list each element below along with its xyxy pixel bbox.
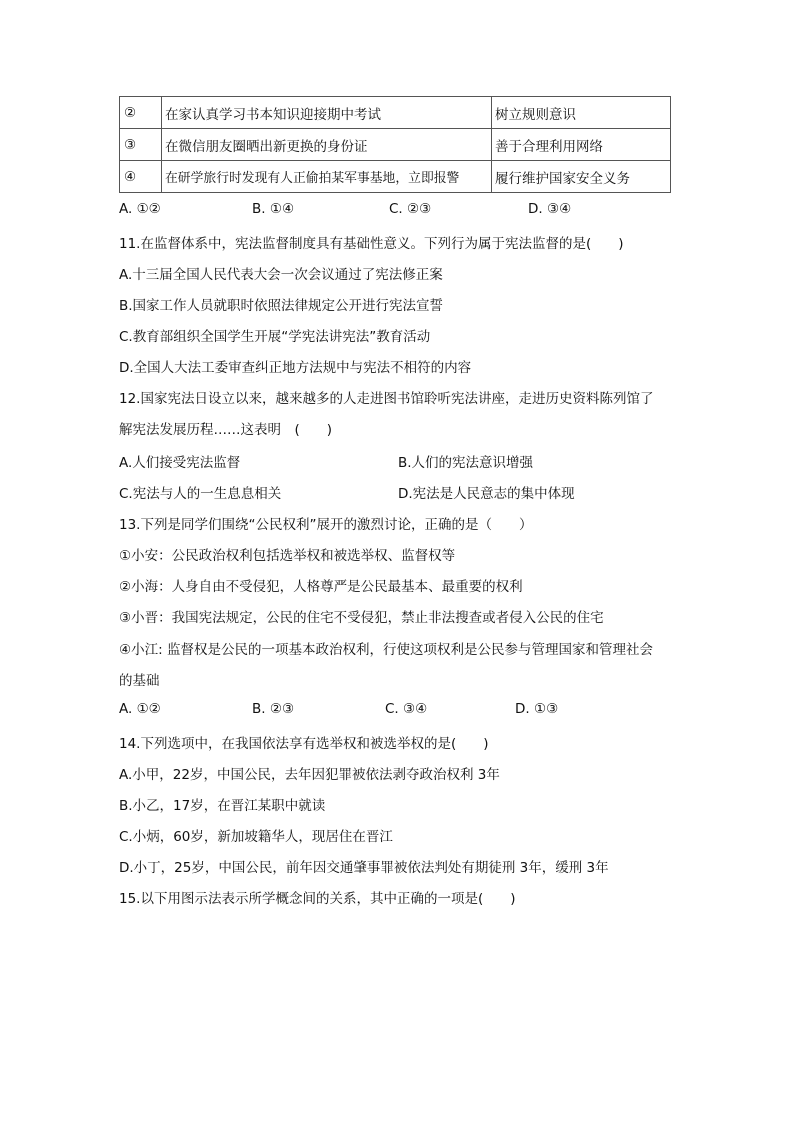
row-result: 履行维护国家安全义务 <box>492 161 671 193</box>
q14-option-b: B.小乙，17岁，在晋江某职中就读 <box>119 798 326 814</box>
q14-option-c: C.小炳，60岁，新加坡籍华人，现居住在晋江 <box>119 829 393 845</box>
q12-option-c: C.宪法与人的一生息息相关 <box>119 486 282 502</box>
table-row <box>120 161 671 193</box>
row-number: ③ <box>120 129 162 161</box>
q12-stem-line1: 12.国家宪法日设立以来，越来越多的人走进图书馆聆听宪法讲座，走进历史资料陈列馆了 <box>119 391 654 407</box>
q13-stem: 13.下列是同学们围绕“公民权利”展开的激烈讨论，正确的是（ ） <box>119 517 533 533</box>
q13-item-1: ①小安：公民政治权利包括选举权和被选举权、监督权等 <box>119 548 456 564</box>
q12-option-a: A.人们接受宪法监督 <box>119 455 241 471</box>
table-row <box>120 129 671 161</box>
q14-stem: 14.下列选项中，在我国依法享有选举权和被选举权的是( ) <box>119 736 489 752</box>
q13-option-a: A. ①② <box>119 701 161 717</box>
table-row <box>120 97 671 129</box>
q13-item-4: ④小江: 监督权是公民的一项基本政治权利，行使这项权利是公民参与管理国家和管理社会 <box>119 642 653 658</box>
row-result: 善于合理利用网络 <box>492 129 671 161</box>
q10-option-b: B. ①④ <box>252 201 295 217</box>
q15-stem: 15.以下用图示法表示所学概念间的关系，其中正确的一项是( ) <box>119 891 516 907</box>
row-result: 树立规则意识 <box>492 97 671 129</box>
q10-option-c: C. ②③ <box>389 201 432 217</box>
q11-option-d: D.全国人大法工委审查纠正地方法规中与宪法不相符的内容 <box>119 360 472 376</box>
q13-option-b: B. ②③ <box>252 701 295 717</box>
row-action: 在微信朋友圈晒出新更换的身份证 <box>162 129 492 161</box>
q12-option-b: B.人们的宪法意识增强 <box>398 455 534 471</box>
q11-option-a: A.十三届全国人民代表大会一次会议通过了宪法修正案 <box>119 267 443 283</box>
q10-option-a: A. ①② <box>119 201 161 217</box>
q11-option-b: B.国家工作人员就职时依照法律规定公开进行宪法宣誓 <box>119 298 444 314</box>
q11-option-c: C.教育部组织全国学生开展“学宪法讲宪法”教育活动 <box>119 329 431 345</box>
q12-option-d: D.宪法是人民意志的集中体现 <box>398 486 575 502</box>
q13-option-c: C. ③④ <box>385 701 428 717</box>
q14-option-a: A.小甲，22岁，中国公民，去年因犯罪被依法剥夺政治权利 3年 <box>119 767 500 783</box>
q10-option-d: D. ③④ <box>528 201 572 217</box>
row-action: 在研学旅行时发现有人正偷拍某军事基地，立即报警 <box>162 161 492 193</box>
q13-option-d: D. ①③ <box>515 701 559 717</box>
q13-item-3: ③小晋：我国宪法规定，公民的住宅不受侵犯，禁止非法搜查或者侵入公民的住宅 <box>119 610 604 626</box>
row-number: ④ <box>120 161 162 193</box>
q11-stem: 11.在监督体系中，宪法监督制度具有基础性意义。下列行为属于宪法监督的是( ) <box>119 236 624 252</box>
row-number: ② <box>120 97 162 129</box>
q13-item-2: ②小海：人身自由不受侵犯，人格尊严是公民最基本、最重要的权利 <box>119 579 523 595</box>
q12-stem-line2: 解宪法发展历程……这表明 ( ) <box>119 422 333 438</box>
question-10-table <box>119 96 671 193</box>
q14-option-d: D.小丁，25岁，中国公民，前年因交通肇事罪被依法判处有期徒刑 3年，缓刑 3年 <box>119 860 609 876</box>
q13-item-4-cont: 的基础 <box>119 673 160 689</box>
row-action: 在家认真学习书本知识迎接期中考试 <box>162 97 492 129</box>
